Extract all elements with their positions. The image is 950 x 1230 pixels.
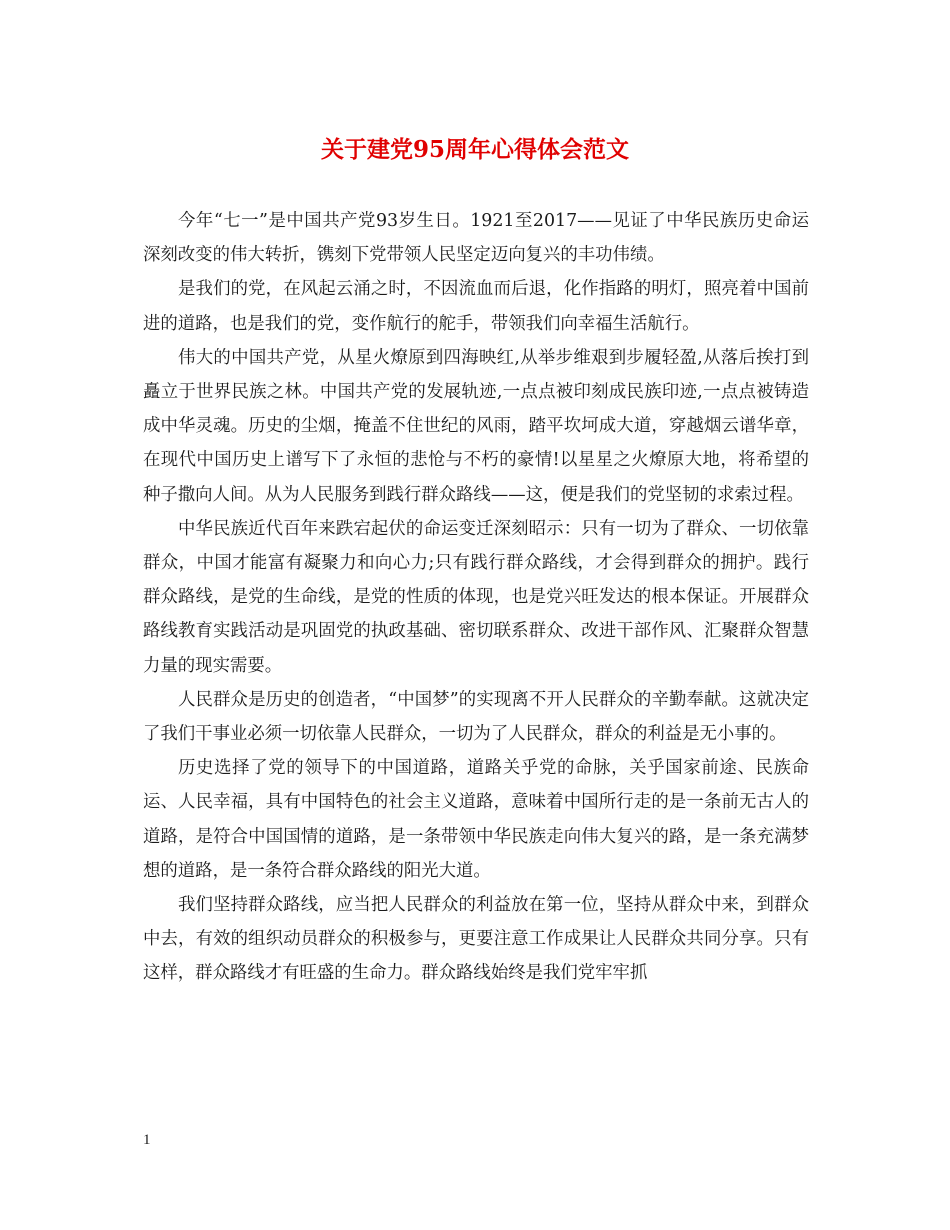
paragraph-2: 是我们的党，在风起云涌之时，不因流血而后退，化作指路的明灯，照亮着中国前进的道路，也是我们的党，变作航行的舵手，带领我们向幸福生活航行。: [143, 279, 809, 334]
document-body: [143, 204, 809, 991]
paragraph-5: 人民群众是历史的创造者，“中国梦”的实现离不开人民群众的辛勤奉献。这就决定了我们干事业必须一切依靠人民群众，一切为了人民群众，群众的利益是无小事的。: [143, 689, 809, 745]
paragraph-4: 中华民族近代百年来跌宕起伏的命运变迁深刻昭示：只有一切为了群众、一切依靠群众，中国才能富有凝聚力和向心力;只有践行群众路线，才会得到群众的拥护。践行群众路线，是党的生命线，是党的性质的体现，也是党兴旺发达的根本保证。开展群众路线教育实践活动是巩固党的执政基础、密切联系群众、改进干部作风、汇聚群众智慧力量的现实需要。: [143, 518, 809, 676]
paragraph-6: 历史选择了党的领导下的中国道路，道路关乎党的命脉，关乎国家前途、民族命运、人民幸福，具有中国特色的社会主义道路，意味着中国所行走的是一条前无古人的道路，是符合中国国情的道路，是一条带领中华民族走向伟大复兴的路，是一条充满梦想的道路，是一条符合群众路线的阳光大道。: [143, 758, 809, 881]
paragraph-1: 今年“七一”是中国共产党93岁生日。1921至2017——见证了中华民族历史命运深刻改变的伟大转折，镌刻下党带领人民坚定迈向复兴的丰功伟绩。: [143, 211, 809, 266]
paragraph-7: 我们坚持群众路线，应当把人民群众的利益放在第一位，坚持从群众中来，到群众中去，有效的组织动员群众的积极参与，更要注意工作成果让人民群众共同分享。只有这样，群众路线才有旺盛的生命力。群众路线始终是我们党牢牢抓: [143, 895, 809, 984]
document-title: 关于建党95周年心得体会范文: [320, 136, 629, 163]
page-number: 1: [143, 1132, 151, 1148]
paragraph-3: 伟大的中国共产党，从星火燎原到四海映红,从举步维艰到步履轻盈,从落后挨打到矗立于世界民族之林。中国共产党的发展轨迹,一点点被印刻成民族印迹,一点点被铸造成中华灵魂。历史的尘烟，掩盖不住世纪的风雨，踏平坎坷成大道，穿越烟云谱华章，在现代中国历史上谱写下了永恒的悲怆与不朽的豪情!以星星之火燎原大地，将希望的种子撒向人间。从为人民服务到践行群众路线——这，便是我们的党坚韧的求索过程。: [143, 347, 809, 505]
